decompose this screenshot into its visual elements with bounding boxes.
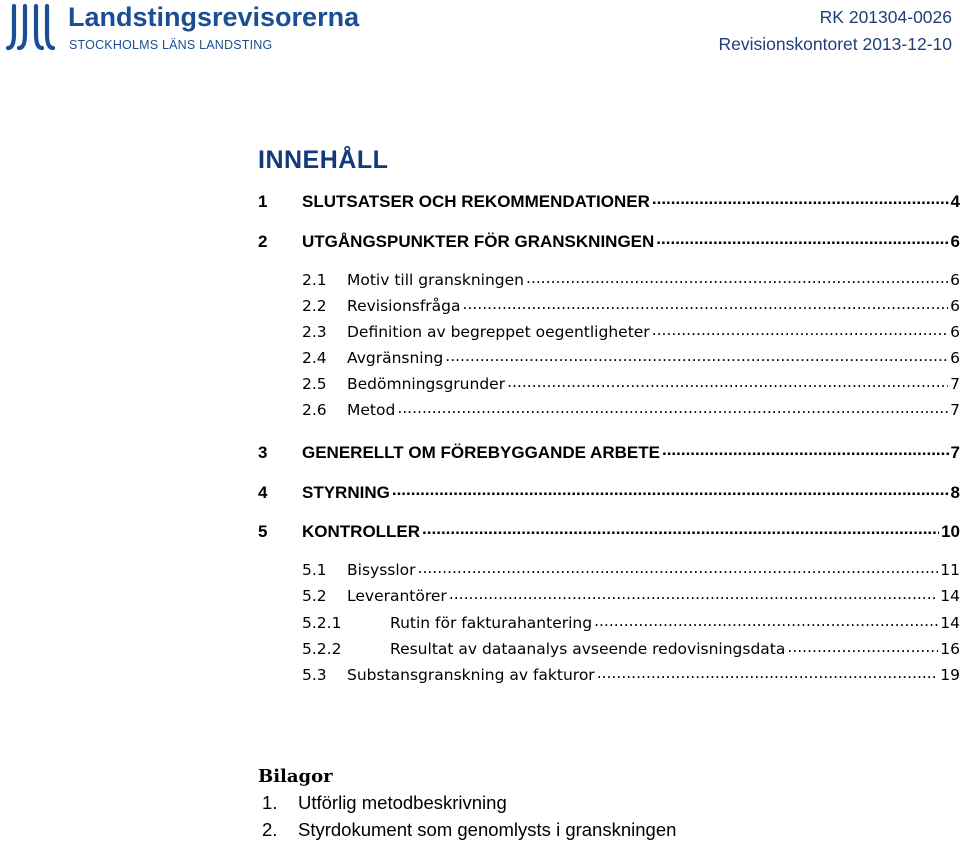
toc-leader-dots <box>526 269 948 285</box>
toc-leader-dots <box>662 441 949 458</box>
toc-entry-title: Motiv till granskningen <box>347 270 525 289</box>
toc-entry[interactable] <box>258 373 960 397</box>
toc-entry[interactable] <box>258 347 960 371</box>
toc-entry[interactable] <box>258 295 960 319</box>
toc-entry-number: 5.2.1 <box>302 613 342 632</box>
toc-entry-title: SLUTSATSER OCH REKOMMENDATIONER <box>302 192 650 211</box>
toc-leader-dots <box>463 295 949 311</box>
toc-leader-dots <box>449 585 938 601</box>
toc-entry-number: 3 <box>258 443 268 462</box>
toc-entry-title: Leverantörer <box>347 586 447 605</box>
toc-leader-dots <box>422 520 939 537</box>
toc-leader-dots <box>652 321 948 337</box>
toc-entry-page: 6 <box>950 348 960 367</box>
appendix-title: Bilagor <box>258 766 333 787</box>
org-name: Landstingsrevisorerna <box>68 2 360 32</box>
toc-entry-page: 7 <box>950 400 960 419</box>
toc-leader-dots <box>507 373 948 389</box>
toc-entry[interactable] <box>258 321 960 345</box>
toc-entry-number: 2.5 <box>302 374 327 393</box>
toc-entry-title: GENERELLT OM FÖREBYGGANDE ARBETE <box>302 443 660 462</box>
toc-entry-title: Resultat av dataanalys avseende redovisningsdata <box>390 639 786 658</box>
toc-entry-number: 5.2.2 <box>302 639 342 658</box>
toc-entry[interactable] <box>258 190 960 214</box>
toc-leader-dots <box>392 481 949 498</box>
toc-entry-title: KONTROLLER <box>302 522 421 541</box>
toc-entry-number: 2.2 <box>302 296 327 315</box>
toc-entry-page: 11 <box>940 560 960 579</box>
toc-entry-title: Substansgranskning av fakturor <box>347 665 595 684</box>
toc-entry-page: 7 <box>950 374 960 393</box>
toc-entry-title: Revisionsfråga <box>347 296 461 315</box>
doc-ref: RK 201304-0026 <box>819 7 952 27</box>
toc-entry-title: STYRNING <box>302 483 390 502</box>
toc-entry[interactable] <box>258 585 960 609</box>
appendix-item-text: Utförlig metodbeskrivning <box>298 792 507 813</box>
toc-entry[interactable] <box>258 638 960 662</box>
toc-entry-title: UTGÅNGSPUNKTER FÖR GRANSKNINGEN <box>302 232 655 251</box>
toc-entry-title: Rutin för fakturahantering <box>390 613 593 632</box>
appendix-item <box>262 819 676 841</box>
toc-entry-number: 4 <box>258 483 268 502</box>
toc-entry[interactable] <box>258 481 960 505</box>
org-logo <box>6 4 366 54</box>
toc-entry-number: 2 <box>258 232 268 251</box>
toc-entry-page: 6 <box>950 232 960 251</box>
toc-entry-number: 5.2 <box>302 586 327 605</box>
toc-leader-dots <box>445 347 948 363</box>
toc-entry-title: Bedömningsgrunder <box>347 374 506 393</box>
toc-entry-title: Bisysslor <box>347 560 416 579</box>
toc-entry-page: 8 <box>950 483 960 502</box>
appendix-item-number: 2. <box>262 819 278 840</box>
toc-entry[interactable] <box>258 664 960 688</box>
appendix-item <box>262 792 507 814</box>
toc-entry-number: 2.4 <box>302 348 327 367</box>
toc-entry-page: 6 <box>950 296 960 315</box>
toc-entry-number: 1 <box>258 192 268 211</box>
toc-entry[interactable] <box>258 559 960 583</box>
toc-entry-page: 6 <box>950 270 960 289</box>
appendix-item-number: 1. <box>262 792 278 813</box>
logo-mark-icon <box>6 4 62 52</box>
toc-leader-dots <box>652 190 949 207</box>
toc-entry-page: 10 <box>941 522 960 541</box>
toc-entry-page: 14 <box>940 613 960 632</box>
toc-entry-number: 5.3 <box>302 665 327 684</box>
toc-entry-page: 7 <box>950 443 960 462</box>
toc-heading: INNEHÅLL <box>258 146 389 174</box>
toc-entry-page: 14 <box>940 586 960 605</box>
toc-entry-number: 2.6 <box>302 400 327 419</box>
toc-entry-number: 5.1 <box>302 560 327 579</box>
toc-entry-page: 19 <box>940 665 960 684</box>
toc-entry[interactable] <box>258 230 960 254</box>
toc-entry[interactable] <box>258 612 960 636</box>
appendix-item-text: Styrdokument som genomlysts i granskningen <box>298 819 677 840</box>
toc-entry[interactable] <box>258 520 960 544</box>
toc-leader-dots <box>397 399 948 415</box>
toc-leader-dots <box>787 638 938 654</box>
toc-entry-title: Definition av begreppet oegentligheter <box>347 322 650 341</box>
document-reference <box>719 4 952 58</box>
org-subtitle: STOCKHOLMS LÄNS LANDSTING <box>69 38 273 52</box>
toc-entry-title: Metod <box>347 400 396 419</box>
toc-entry[interactable] <box>258 441 960 465</box>
toc-entry[interactable] <box>258 399 960 423</box>
toc-entry-number: 2.1 <box>302 270 327 289</box>
toc-entry[interactable] <box>258 269 960 293</box>
toc-entry-page: 4 <box>950 192 960 211</box>
office-date: Revisionskontoret 2013-12-10 <box>718 34 952 54</box>
toc-leader-dots <box>656 230 948 247</box>
toc-entry-number: 2.3 <box>302 322 327 341</box>
toc-entry-page: 6 <box>950 322 960 341</box>
toc-entry-title: Avgränsning <box>347 348 444 367</box>
toc-leader-dots <box>594 612 938 628</box>
toc-leader-dots <box>597 664 939 680</box>
toc-entry-page: 16 <box>940 639 960 658</box>
toc-entry-number: 5 <box>258 522 268 541</box>
toc-leader-dots <box>418 559 939 575</box>
